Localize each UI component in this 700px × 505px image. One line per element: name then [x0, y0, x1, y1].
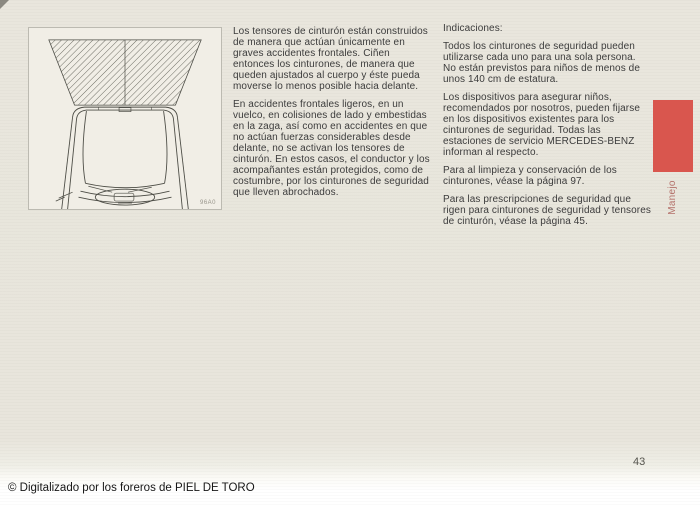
digitization-watermark: © Digitalizado por los foreros de PIEL DE TORO — [8, 482, 255, 494]
section-tab-label: Manejo — [666, 179, 678, 215]
figure-code-label: 96A0 — [199, 200, 216, 206]
right-text-column — [443, 23, 651, 234]
car-outline — [56, 107, 189, 209]
page-number: 43 — [633, 456, 646, 468]
paragraph-safety-rules-reference: Para las prescripciones de seguridad que rigen para cinturones de seguridad y tensores de cinturón, véase la página 45. — [443, 194, 651, 227]
section-tab-label-wrap — [645, 172, 700, 222]
left-text-column — [233, 26, 431, 205]
figure-frontal-impact-zone — [28, 27, 222, 210]
paragraph-one-person-per-belt: Todos los cinturones de seguridad pueden utilizarse cada uno para una sola persona. No están previstos para niños de menos de unos 140 cm de estatura. — [443, 41, 640, 85]
paragraph-cleaning-reference: Para al limpieza y conservación de los cinturones, véase la página 97. — [443, 165, 617, 187]
heading-indicaciones: Indicaciones: — [443, 23, 503, 34]
paragraph-belt-tensioners: Los tensores de cinturón están construidos de manera que actúan únicamente en graves accidentes frontales. Ciñen entonces los cinturones, de manera que queden ajustados al cuerpo y éste pueda moverse lo menos posible hacia delante. — [233, 26, 428, 92]
scan-edge-artifact — [0, 0, 9, 9]
car-top-view-illustration — [29, 28, 221, 209]
paragraph-child-restraints: Los dispositivos para asegurar niños, recomendados por nosotros, pueden fijarse en los dispositivos existentes para los cinturones de seguridad. Todas las estaciones de servicio MERCEDES-BENZ informan al respecto. — [443, 92, 640, 158]
paragraph-light-accidents: En accidentes frontales ligeros, en un vuelco, en colisiones de lado y embestidas en la zaga, así como en accidentes en que no actúan fuerzas considerables desde delante, no se activan los tensores de cinturón. En estos casos, el conductor y los acompañantes están protegidos, como de costumbre, por los cinturones de seguridad que lleven abrochados. — [233, 99, 430, 198]
section-tab-marker — [653, 100, 693, 172]
